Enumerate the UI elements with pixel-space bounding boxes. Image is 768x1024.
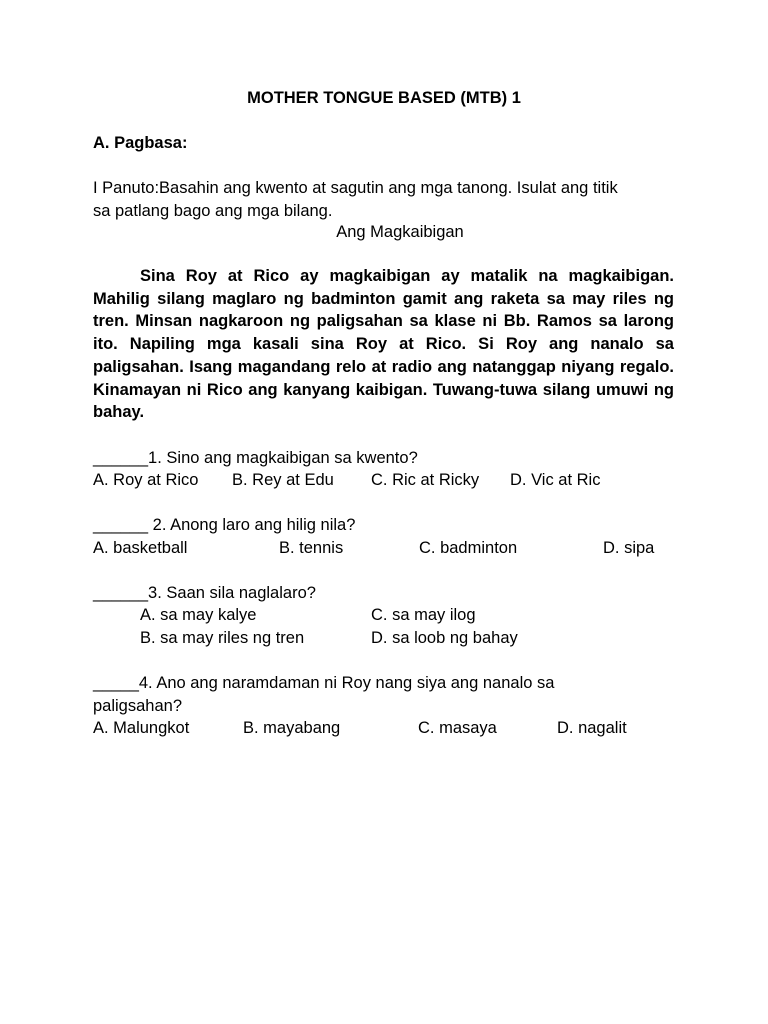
story-paragraph: Sina Roy at Rico ay magkaibigan ay matalik na magkaibigan. Mahilig silang maglaro ng badminton gamit ang raketa sa may riles ng tren. Minsan nagkaroon ng paligsahan sa klase ni Bb. Ramos sa larong ito. Napiling mga kasali sina Roy at Rico. Si Roy ang nanalo sa paligsahan. Isang magandang relo at radio ang natanggap niyang regalo. Kinamayan ni Rico ang kanyang kaibigan. Tuwang-tuwa silang umuwi ng bahay. — [93, 267, 674, 422]
q1-choice-d: D. Vic at Ric — [510, 471, 601, 489]
q2-choice-b: B. tennis — [279, 539, 344, 557]
question-4-line-1: _____4. Ano ang naramdaman ni Roy nang siya ang nanalo sa — [93, 674, 555, 692]
question-3: ______3. Saan sila naglalaro? — [93, 584, 316, 602]
q4-choice-d: D. nagalit — [557, 719, 627, 737]
story-title: Ang Magkaibigan — [336, 223, 464, 241]
instructions-line-2: sa patlang bago ang mga bilang. — [93, 202, 333, 220]
q3-choice-b: B. sa may riles ng tren — [140, 629, 305, 647]
q3-choice-d: D. sa loob ng bahay — [371, 629, 518, 647]
q4-choice-c: C. masaya — [418, 719, 497, 737]
q3-choice-a: A. sa may kalye — [140, 606, 257, 624]
question-2: ______ 2. Anong laro ang hilig nila? — [93, 516, 356, 534]
q1-choice-b: B. Rey at Edu — [232, 471, 334, 489]
q1-choice-c: C. Ric at Ricky — [371, 471, 480, 489]
q4-choice-b: B. mayabang — [243, 719, 341, 737]
question-4-line-2: paligsahan? — [93, 697, 182, 715]
q1-choice-a: A. Roy at Rico — [93, 471, 199, 489]
q3-choice-c: C. sa may ilog — [371, 606, 476, 624]
instructions-line-1: I Panuto:Basahin ang kwento at sagutin ang mga tanong. Isulat ang titik — [93, 179, 618, 197]
q2-choice-d: D. sipa — [603, 539, 655, 557]
worksheet-title: MOTHER TONGUE BASED (MTB) 1 — [247, 89, 521, 107]
section-heading: A. Pagbasa: — [93, 134, 188, 152]
question-1: ______1. Sino ang magkaibigan sa kwento? — [93, 449, 418, 467]
q2-choice-a: A. basketball — [93, 539, 188, 557]
q2-choice-c: C. badminton — [419, 539, 518, 557]
q4-choice-a: A. Malungkot — [93, 719, 190, 737]
